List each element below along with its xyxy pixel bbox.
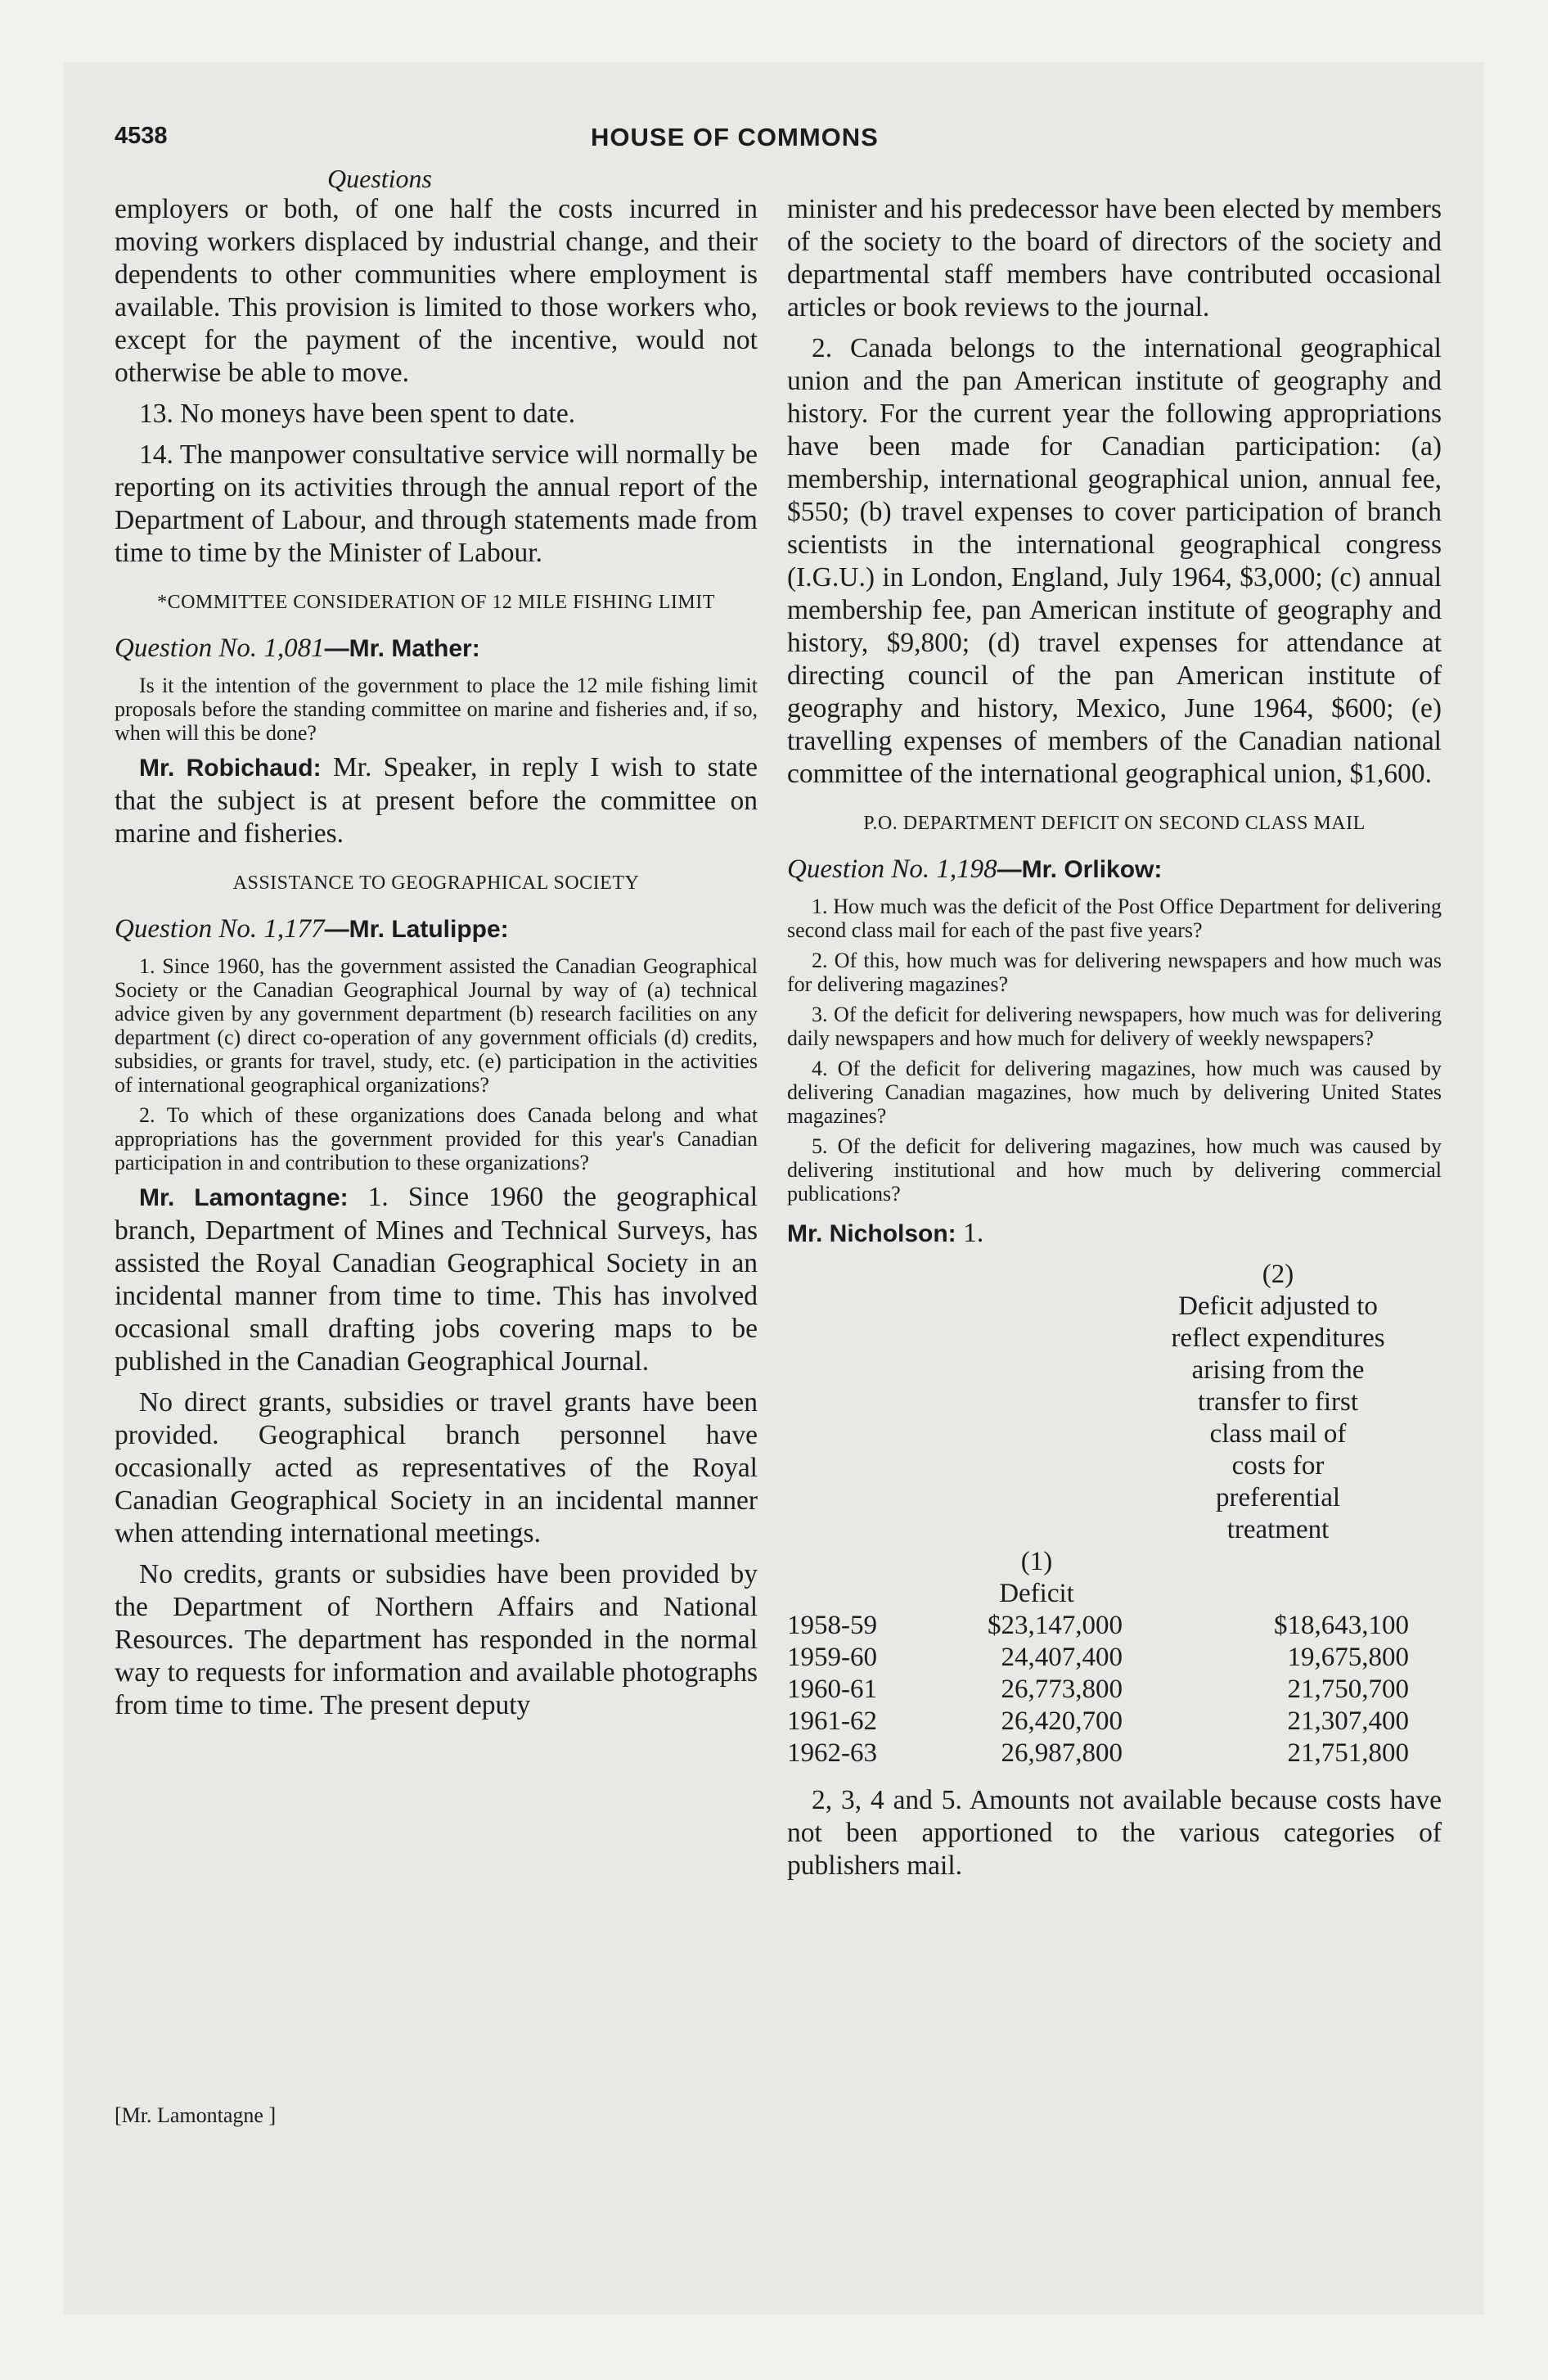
- answer-paragraph: [115, 751, 758, 850]
- question-number: Question No. 1,081: [115, 633, 325, 663]
- year-cell: 1958-59: [787, 1611, 877, 1640]
- answer-paragraph: [115, 1181, 758, 1378]
- deficit-cell: 26,773,800: [1001, 1675, 1123, 1704]
- paragraph: No direct grants, subsidies or travel grants have been provided. Geographical branch personnel have occasionally acted as representatives of the Royal Canadian Geographical Society in an incidental manner when attending international meetings.: [115, 1387, 758, 1548]
- column-header: [1147, 1259, 1409, 1546]
- column-title: Deficit: [999, 1579, 1074, 1608]
- question-heading: [787, 853, 1442, 886]
- question-member: —Mr. Orlikow:: [997, 856, 1163, 883]
- adjusted-cell: 19,675,800: [1287, 1643, 1409, 1672]
- question-item: 5. Of the deficit for delivering magazines, how much was caused by delivering institutional and how much by delivering commercial publications?: [787, 1134, 1442, 1206]
- column-title-line: preferential: [1215, 1483, 1341, 1512]
- paragraph: employers or both, of one half the costs incurred in moving workers displaced by industrial change, and their dependents to other communities where employment is available. This provision is limited to those workers who, except for the payment of the incentive, would not otherwise be able to move.: [115, 194, 758, 388]
- answer-text: 1.: [963, 1218, 984, 1248]
- adjusted-cell: 21,751,800: [1287, 1738, 1409, 1768]
- table-row: [787, 1642, 1409, 1674]
- table-row: [787, 1674, 1409, 1706]
- question-heading: [115, 632, 758, 665]
- question-number: Question No. 1,177: [115, 914, 325, 944]
- table-header-row: [787, 1546, 1409, 1610]
- column-title-line: Deficit adjusted to: [1178, 1291, 1378, 1321]
- paragraph: 2. Canada belongs to the international geographical union and the pan American institute of geography and history. For the current year the following appropriations have been made for Canadian participation: (a) membership, international geographical union, annual fee, $550; (b) travel expenses to cover participation of branch scientists in the international geographical congress (I.G.U.) in London, England, July 1964, $3,000; (c) annual membership fee, pan American institute of geography and history, $9,800; (d) travel expenses for attendance at directing council of the pan American institute of geography and history, Mexico, June 1964, $600; (e) travelling expenses of members of the Canadian national committee of the international geographical union, $1,600.: [787, 333, 1442, 789]
- paragraph: 14. The manpower consultative service will normally be reporting on its activities through the annual report of the Department of Labour, and through statements made from time to time by the Minister of Labour.: [115, 439, 758, 568]
- speaker-footer: [Mr. Lamontagne ]: [115, 2103, 277, 2127]
- table-header-row: [787, 1259, 1409, 1546]
- question-member: —Mr. Mather:: [324, 635, 480, 662]
- column-title-line: costs for: [1231, 1451, 1325, 1481]
- running-head: HOUSE OF COMMONS: [591, 123, 879, 151]
- column-title-line: transfer to first: [1197, 1387, 1359, 1417]
- column-header: [951, 1546, 1147, 1610]
- year-cell: 1962-63: [787, 1738, 877, 1768]
- column-number: (1): [1020, 1547, 1053, 1576]
- section-heading: P.O. DEPARTMENT DEFICIT ON SECOND CLASS MAIL: [863, 813, 1366, 834]
- column-title-line: treatment: [1226, 1515, 1330, 1544]
- page-number: 4538: [115, 123, 168, 149]
- adjusted-cell: $18,643,100: [1274, 1611, 1409, 1640]
- question-member: —Mr. Latulippe:: [324, 916, 509, 943]
- question-text: Is it the intention of the government to place the 12 mile fishing limit proposals before the standing committee on marine and fisheries and, if so, when will this be done?: [115, 674, 758, 745]
- adjusted-cell: 21,750,700: [1287, 1675, 1409, 1704]
- question-item: 1. How much was the deficit of the Post Office Department for delivering second class mail for each of the past five years?: [787, 895, 1442, 942]
- adjusted-cell: 21,307,400: [1287, 1706, 1409, 1736]
- table-row: [787, 1706, 1409, 1738]
- right-column: [787, 193, 1442, 1891]
- deficit-cell: 26,987,800: [1001, 1738, 1123, 1768]
- section-label: Questions: [327, 164, 432, 193]
- year-cell: 1959-60: [787, 1643, 877, 1672]
- question-heading: [115, 913, 758, 946]
- question-number: Question No. 1,198: [787, 854, 997, 884]
- speaker-name: Mr. Robichaud:: [139, 755, 322, 782]
- paragraph: 2, 3, 4 and 5. Amounts not available because costs have not been apportioned to the various categories of publishers mail.: [787, 1785, 1442, 1881]
- year-cell: 1960-61: [787, 1675, 877, 1704]
- answer-text: 1. Since 1960 the geographical branch, Department of Mines and Technical Surveys, has assisted the Royal Canadian Geographical Society in an incidental manner from time to time. This has involved occasional small drafting jobs covering maps to be published in the Canadian Geographical Journal.: [115, 1182, 758, 1377]
- question-item: 2. Of this, how much was for delivering newspapers and how much was for delivering magazines?: [787, 949, 1442, 996]
- table-row: [787, 1738, 1409, 1769]
- column-number: (2): [1262, 1260, 1294, 1289]
- deficit-table: [787, 1259, 1409, 1769]
- question-text: 1. Since 1960, has the government assisted the Canadian Geographical Society or the Canadian Geographical Journal by way of (a) technical advice given by any government department (b) research facilities on any department (c) direct co-operation of any government officials (d) credits, subsidies, or grants for travel, study, etc. (e) participation in the activities of international geographical organizations?: [115, 954, 758, 1097]
- column-title-line: arising from the: [1191, 1355, 1365, 1385]
- paragraph: minister and his predecessor have been elected by members of the society to the board of directors of the society and departmental staff members have contributed occasional articles or book reviews to the journal.: [787, 194, 1442, 322]
- section-heading: *COMMITTEE CONSIDERATION OF 12 MILE FISHING LIMIT: [157, 592, 715, 613]
- speaker-name: Mr. Nicholson:: [787, 1220, 956, 1247]
- table-row: [787, 1610, 1409, 1642]
- left-column: [115, 193, 758, 1730]
- deficit-cell: $23,147,000: [988, 1611, 1123, 1640]
- section-heading: ASSISTANCE TO GEOGRAPHICAL SOCIETY: [232, 872, 640, 894]
- question-item: 4. Of the deficit for delivering magazines, how much was caused by delivering Canadian magazines, how much by delivering United States magazines?: [787, 1057, 1442, 1128]
- column-title-line: reflect expenditures: [1171, 1323, 1385, 1353]
- answer-paragraph: [787, 1217, 1442, 1251]
- page-header: [115, 123, 1440, 156]
- paragraph: 13. No moneys have been spent to date.: [139, 399, 576, 429]
- deficit-cell: 24,407,400: [1001, 1643, 1123, 1672]
- column-title-line: class mail of: [1209, 1419, 1347, 1449]
- question-item: 3. Of the deficit for delivering newspapers, how much was for delivering daily newspapers and how much for delivery of weekly newspapers?: [787, 1003, 1442, 1050]
- paragraph: No credits, grants or subsidies have been provided by the Department of Northern Affairs and National Resources. The department has responded in the normal way to requests for information and available photographs from time to time. The present deputy: [115, 1559, 758, 1720]
- deficit-cell: 26,420,700: [1001, 1706, 1123, 1736]
- speaker-name: Mr. Lamontagne:: [139, 1184, 349, 1211]
- year-cell: 1961-62: [787, 1706, 877, 1736]
- question-text: 2. To which of these organizations does Canada belong and what appropriations has the government provided for this year's Canadian participation in and contribution to these organizations?: [115, 1103, 758, 1174]
- answer-text: Mr. Speaker, in reply I wish to state that the subject is at present before the committee on marine and fisheries.: [115, 752, 758, 849]
